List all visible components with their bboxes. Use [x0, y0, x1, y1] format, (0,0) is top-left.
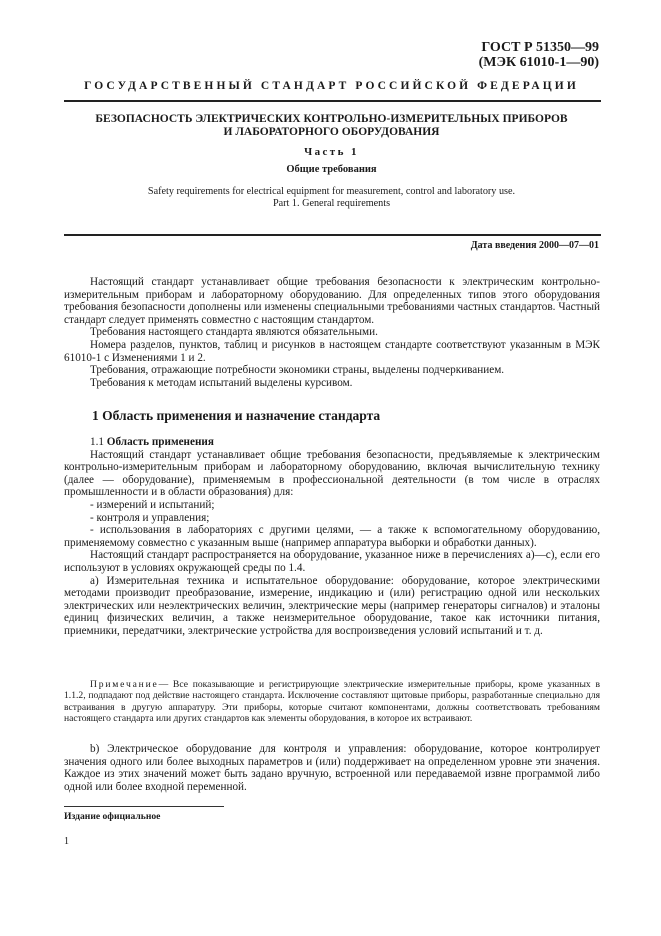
- note-text: — Все показывающие и регистрирующие электрические измерительные приборы, кроме указанных в 1.1.2, подпадают под действие настоящего стандарта. Исключение составляют щитовые приборы, разработанные специально для встраивания в другую аппаратуру. Эти приборы, которые считают компонентами, должны соответствовать требованиям настоящего стандарта или других стандартов как элементы оборудования, в которое их встраивают.: [64, 679, 600, 725]
- title-line-1: БЕЗОПАСНОСТЬ ЭЛЕКТРИЧЕСКИХ КОНТРОЛЬНО-ИЗМЕРИТЕЛЬНЫХ ПРИБОРОВ: [95, 113, 568, 125]
- clause-number: 1.1: [90, 436, 104, 448]
- intro-paragraph-1: Настоящий стандарт устанавливает общие требования безопасности к электрическим контрольно-измерительным приборам и лабораторному оборудованию. Для определенных типов этого оборудования требования безопасности дополнены или изменены специальными требованиями частных стандартов. Частный стандарт следует применять совместно с настоящим стандартом.: [64, 276, 600, 326]
- note-block: [64, 679, 600, 725]
- footer-divider: [64, 806, 224, 807]
- iec-code: (МЭК 61010-1—90): [478, 55, 599, 70]
- section-heading: 1 Область применения и назначение стандарта: [92, 408, 381, 423]
- middle-divider: [64, 234, 601, 236]
- organization-heading: ГОСУДАРСТВЕННЫЙ СТАНДАРТ РОССИЙСКОЙ ФЕДЕРАЦИИ: [84, 80, 579, 92]
- clause-heading: [64, 436, 600, 449]
- note-label: Примечание: [90, 679, 159, 690]
- top-divider: [64, 100, 601, 102]
- introduction-date: Дата введения 2000—07—01: [470, 240, 599, 251]
- section-body: [64, 436, 600, 638]
- english-title-line-2: Part 1. General requirements: [272, 198, 391, 209]
- section-body-continued: [64, 743, 600, 793]
- english-title-line-1: Safety requirements for electrical equipment for measurement, control and laboratory use.: [147, 186, 516, 197]
- standard-code-block: [479, 40, 599, 70]
- part-label: Часть 1: [304, 146, 359, 158]
- page-number: 1: [64, 836, 69, 847]
- gost-code: ГОСТ Р 51350—99: [481, 40, 599, 55]
- list-item: - измерений и испытаний;: [90, 498, 215, 511]
- intro-paragraph-3: Номера разделов, пунктов, таблиц и рисунков в настоящем стандарте соответствуют указанным в МЭК 61010-1 с Изменениями 1 и 2.: [64, 338, 600, 364]
- title-line-2: И ЛАБОРАТОРНОГО ОБОРУДОВАНИЯ: [223, 126, 440, 138]
- clause-title: Область применения: [106, 436, 214, 448]
- clause-paragraph-1: Настоящий стандарт устанавливает общие требования безопасности, предъявляемые к электрическим контрольно-измерительным приборам и лабораторному оборудованию, включая вычислительную технику (далее — оборудование), применяемым в профессиональной деятельности (в том числе в отраслях промышленности и в области образования) для:: [64, 448, 600, 499]
- clause-paragraph-3: a) Измерительная техника и испытательное оборудование: оборудование, которое электрическими методами производит преобразование, измерение, индикацию и (или) регистрацию одной или нескольких электрических или неэлектрических величин, электрические меры (например генераторы сигналов) и эталоны единиц физических величин, а также неизмерительное оборудование, такое как источники питания, приемники, передатчики, электрические устройства для воспроизведения условий испытаний и т. д.: [64, 574, 600, 637]
- note-paragraph: [64, 679, 600, 725]
- intro-paragraph-5: Требования к методам испытаний выделены курсивом.: [90, 376, 353, 389]
- clause-paragraph-4: b) Электрическое оборудование для контроля и управления: оборудование, которое контролирует значения одного или более выходных параметров и (или) поддерживает на определенном уровне эти значения. Каждое из этих значений может быть задано вручную, встроенной или передаваемой извне программой либо одной или более входной переменной.: [64, 743, 600, 793]
- intro-paragraph-4: Требования, отражающие потребности экономики страны, выделены подчеркиванием.: [90, 364, 505, 377]
- list-item: - контроля и управления;: [90, 511, 210, 524]
- intro-paragraph-2: Требования настоящего стандарта являются обязательными.: [90, 326, 378, 339]
- intro-text: [64, 276, 600, 389]
- document-title: [64, 113, 599, 139]
- official-edition-label: Издание официальное: [64, 811, 161, 822]
- english-title: [64, 186, 599, 210]
- list-item: - использования в лабораториях с другими целями, — а также к вспомогательному оборудованию, применяемому совместно с указанным выше (например аппаратура выборки и обработки данных).: [64, 524, 600, 549]
- clause-paragraph-2: Настоящий стандарт распространяется на оборудование, указанное ниже в перечислениях а)—с), если его используют в условиях окружающей среды по 1.4.: [64, 549, 600, 574]
- subtitle: Общие требования: [286, 164, 377, 175]
